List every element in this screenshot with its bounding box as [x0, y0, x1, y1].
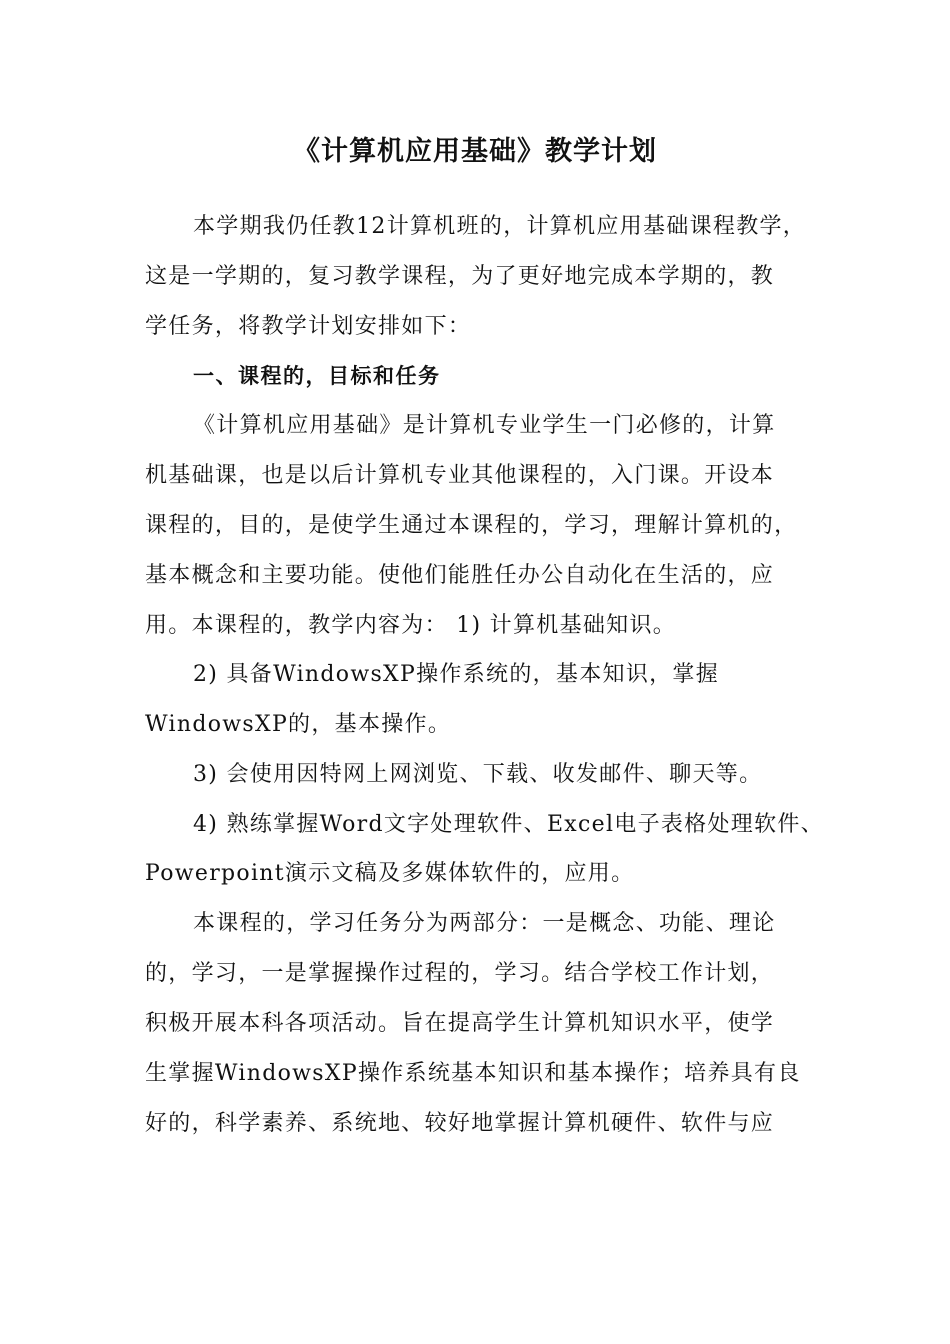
paragraph-line: 基本概念和主要功能。使他们能胜任办公自动化在生活的，应	[145, 563, 775, 588]
paragraph-line: 这是一学期的，复习教学课程，为了更好地完成本学期的，教	[145, 264, 775, 289]
list-item-line: 2) 具备WindowsXP操作系统的，基本知识，掌握	[193, 662, 720, 687]
paragraph-line: 生掌握WindowsXP操作系统基本知识和基本操作；培养具有良	[145, 1061, 801, 1086]
list-item-line: Powerpoint演示文稿及多媒体软件的，应用。	[145, 861, 635, 886]
document-title: 《计算机应用基础》教学计划	[293, 136, 657, 167]
list-item-line: 3) 会使用因特网上网浏览、下载、收发邮件、聊天等。	[193, 762, 763, 787]
paragraph-line: 的，学习，一是掌握操作过程的，学习。结合学校工作计划，	[145, 961, 775, 986]
paragraph-line: 用。本课程的，教学内容为： 1) 计算机基础知识。	[145, 613, 677, 638]
paragraph-line: 积极开展本科各项活动。旨在提高学生计算机知识水平，使学	[145, 1011, 775, 1036]
list-item-line: 4) 熟练掌握Word文字处理软件、Excel电子表格处理软件、	[193, 812, 824, 837]
paragraph-line: 好的，科学素养、系统地、较好地掌握计算机硬件、软件与应	[145, 1111, 775, 1136]
paragraph-line: 课程的，目的，是使学生通过本课程的，学习，理解计算机的，	[145, 513, 798, 538]
paragraph-line: 《计算机应用基础》是计算机专业学生一门必修的，计算	[193, 413, 776, 438]
paragraph-line: 学任务，将教学计划安排如下：	[145, 314, 472, 339]
paragraph-line: 本课程的，学习任务分为两部分：一是概念、功能、理论	[193, 911, 776, 936]
section-heading: 一、课程的，目标和任务	[193, 364, 441, 388]
paragraph-line: 本学期我仍任教12计算机班的，计算机应用基础课程教学，	[193, 214, 807, 239]
list-item-line: WindowsXP的，基本操作。	[145, 712, 452, 737]
paragraph-line: 机基础课，也是以后计算机专业其他课程的，入门课。开设本	[145, 463, 775, 488]
